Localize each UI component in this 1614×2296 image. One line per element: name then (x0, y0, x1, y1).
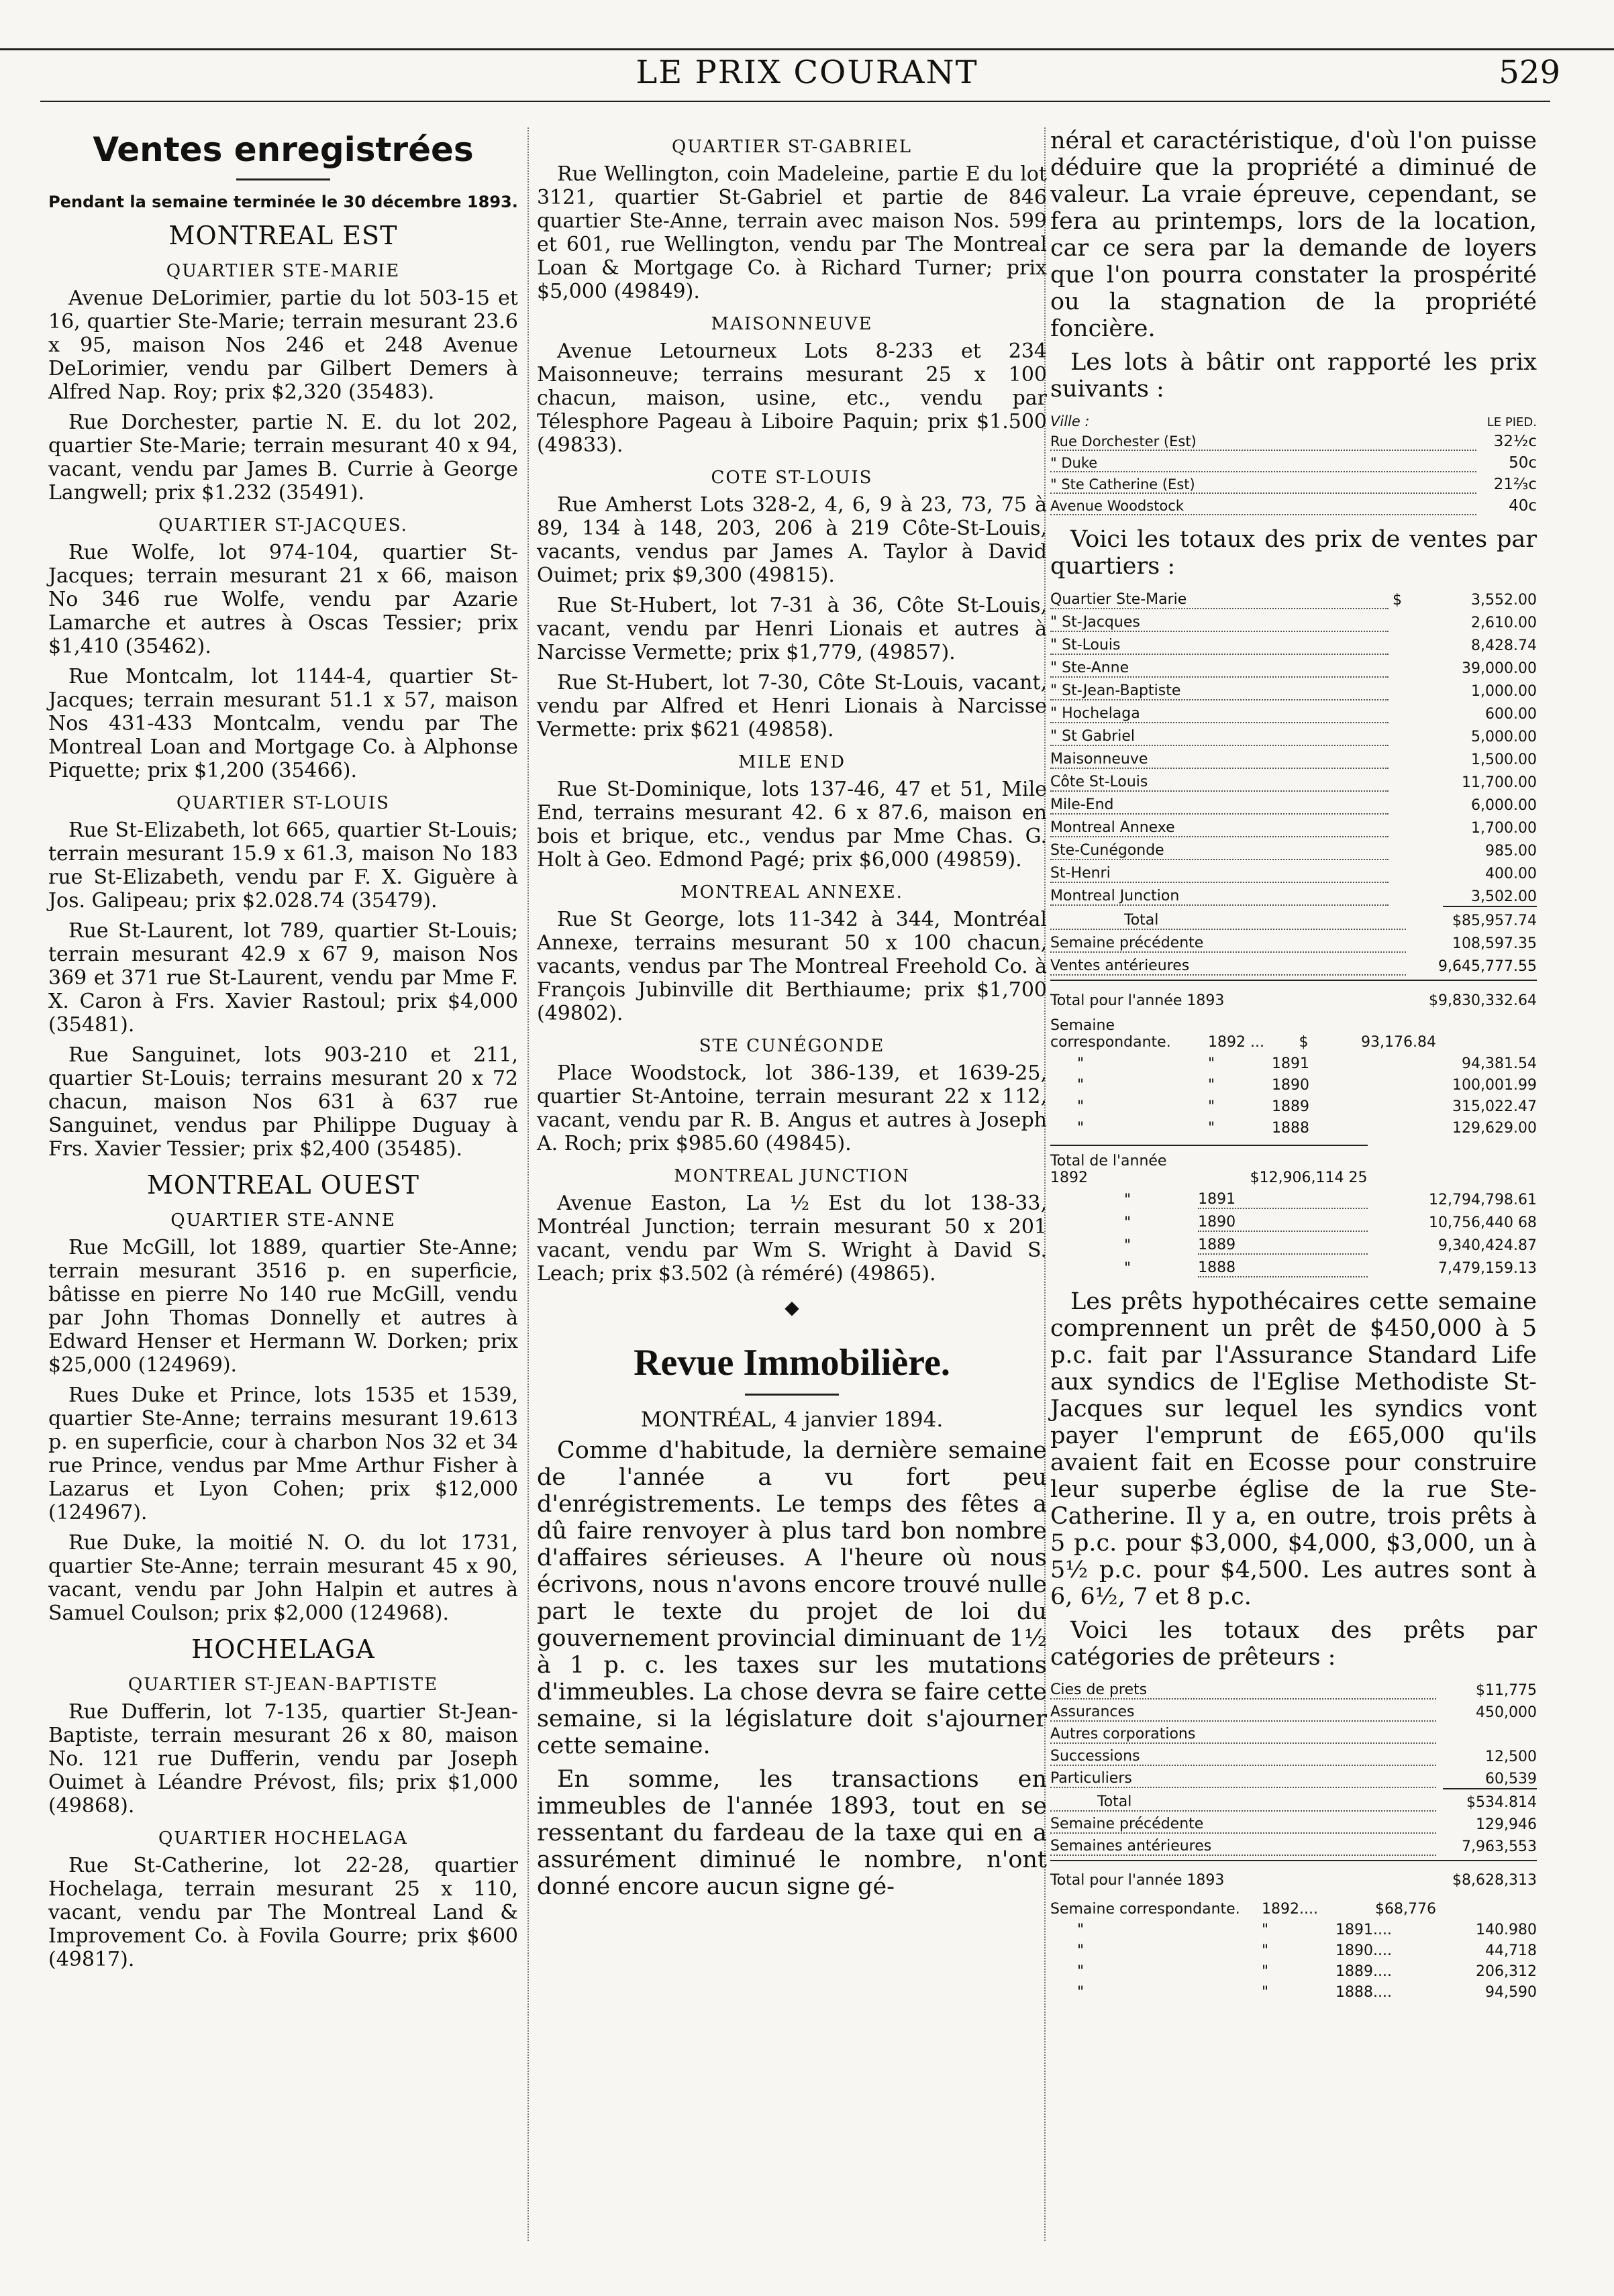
row-value: 1,500.00 (1471, 751, 1537, 768)
sale-entry: Rue Wellington, coin Madeleine, partie E du lot 3121, quartier St-Gabriel et partie de 846 quartier Ste-Anne, terrain avec maison Nos. 599 et 601, rue Wellington, vendu par The Montreal Loan & Mortgage Co. à Richard Turner; prix $5,000 (49849). (537, 162, 1047, 303)
row-currency (1335, 1072, 1436, 1094)
row-value: $9,830,332.64 (1406, 980, 1537, 1009)
ditto-mark: " (1124, 1260, 1131, 1277)
row-label: " Ste-Anne (1050, 654, 1389, 677)
dateline: MONTRÉAL, 4 janvier 1894. (640, 1408, 944, 1432)
sale-entry: Place Woodstock, lot 386-139, et 1639-25, quartier St-Antoine, terrain mesurant 22 x 112, vacant, vendu par R. B. Angus et autres à Joseph A. Roch; prix $985.60 (49845). (537, 1061, 1047, 1155)
quarter-heading: QUARTIER STE-ANNE (170, 1210, 396, 1231)
table-row (1050, 677, 1537, 700)
ditto-mark: " (1077, 1942, 1085, 1959)
loan-totals-table (1050, 1789, 1537, 1856)
row-value: $68,776 (1375, 1901, 1436, 1918)
row-value: 2,610.00 (1471, 615, 1537, 631)
ditto-mark: " (1077, 1922, 1085, 1938)
table-row (1050, 980, 1537, 1009)
article-paragraph: Voici les totaux des prix de ventes par quartiers : (1050, 526, 1537, 580)
article-paragraph: Comme d'habitude, la dernière semaine de l'année a vu fort peu d'enrégistrements. Le temps des fêtes a dû faire renvoyer à plus tard bon nombre d'affaires sérieuses. A l'heure où nous écrivons, nous n'avons encore trouvé nulle part le texte du projet de loi du gouvernement provincial diminuant de 1½ à 1 p. c. les taxes sur les mutations d'immeubles. La chose devra se faire cette semaine, si la législature doit s'ajourner cette semaine. (537, 1437, 1047, 1759)
table-row (1050, 654, 1537, 677)
row-value: 400.00 (1485, 866, 1537, 882)
row-value: 450,000 (1476, 1704, 1537, 1721)
table-row (1050, 1051, 1537, 1072)
table-row (1050, 493, 1537, 515)
ditto-mark: " (1077, 1984, 1085, 2001)
row-value: 3,502.00 (1471, 888, 1537, 905)
row-year: 1891 (1198, 1186, 1367, 1208)
sale-entry: Rue Wolfe, lot 974-104, quartier St-Jacques; terrain mesurant 21 x 66, maison No 346 rue Wolfe, vendu par Azarie Lamarche et autres à Oscas Tessier; prix $1,410 (35462). (48, 541, 518, 658)
row-label: St-Henri (1050, 859, 1389, 882)
table-header: Ville : (1050, 413, 1090, 429)
sale-entry: Avenue DeLorimier, partie du lot 503-15 et 16, quartier Ste-Marie; terrain mesurant 23.6 x 95, maison Nos 246 et 248 Avenue DeLorimier, vendu par Gilbert Demers à Alfred Nap. Roy; prix $2,320 (35483). (48, 286, 518, 404)
table-row (1050, 907, 1537, 929)
row-value: 315,022.47 (1452, 1098, 1537, 1115)
article-paragraph: Les prêts hypothécaires cette semaine comprennent un prêt de $450,000 à 5 p.c. fait par l'Assurance Standard Life aux syndics de l'Eglise Methodiste St-Jacques sur lequel les syndics vont payer l'emprunt de £65,000 qu'ils avaient fait en Ecosse pour construire leur superbe église de la rue Ste-Catherine. Il y a, en outre, trois prêts à 5 p.c. pour $3,000, $4,000, $3,000, un à 5½ p.c. pour $4,500. Les autres sont à 6, 6½, 7 et 8 p.c. (1050, 1288, 1537, 1610)
row-value: 32½c (1493, 433, 1537, 450)
row-label: " St-Jacques (1050, 609, 1389, 631)
row-label: Assurances (1050, 1699, 1436, 1721)
row-currency (1389, 631, 1406, 654)
row-label: " St-Louis (1050, 631, 1389, 654)
row-label: Semaine correspondante. (1050, 1901, 1240, 1918)
middle-column (537, 127, 1047, 1907)
row-currency (1389, 700, 1406, 723)
table-row (1050, 1208, 1537, 1231)
row-year: 1889 (1272, 1098, 1309, 1115)
ditto-mark: " (1262, 1984, 1269, 2001)
table-row (1050, 1231, 1537, 1254)
quarter-heading: QUARTIER ST-LOUIS (176, 793, 390, 813)
table-row (1050, 929, 1537, 952)
ditto-mark: " (1077, 1077, 1085, 1094)
article-paragraph: Les lots à bâtir ont rapporté les prix suivants : (1050, 349, 1537, 403)
row-label: Côte St-Louis (1050, 768, 1389, 791)
region-heading: MONTREAL OUEST (146, 1170, 420, 1200)
row-label: " Ste Catherine (Est) (1050, 472, 1476, 493)
table-row (1050, 1186, 1537, 1208)
table-row (1050, 768, 1537, 791)
ditto-mark: " (1077, 1963, 1085, 1980)
row-value (1436, 1721, 1537, 1743)
title-rule (236, 178, 330, 180)
row-value: $11,775 (1476, 1682, 1537, 1699)
row-value: 94,590 (1485, 1984, 1537, 2001)
row-value: 129,629.00 (1452, 1120, 1537, 1137)
table-row (1050, 631, 1537, 654)
quarter-heading: MONTREAL JUNCTION (674, 1166, 910, 1186)
row-currency (1389, 723, 1406, 745)
table-row (1050, 859, 1537, 882)
quarter-heading: MAISONNEUVE (711, 314, 873, 334)
row-year: 1891 (1272, 1055, 1309, 1072)
row-value: 600.00 (1485, 706, 1537, 723)
region-heading: MONTREAL EST (168, 221, 398, 250)
table-row (1050, 1918, 1537, 1938)
table-row (1050, 1938, 1537, 1959)
row-year: 1889.... (1335, 1963, 1392, 1980)
row-currency (1389, 654, 1406, 677)
row-value: $534.814 (1466, 1794, 1537, 1811)
article-paragraph: Voici les totaux des prêts par catégories de prêteurs : (1050, 1617, 1537, 1671)
ditto-mark: " (1208, 1055, 1215, 1072)
row-currency (1389, 882, 1406, 905)
row-currency (1335, 1051, 1436, 1072)
row-year: 1890.... (1335, 1942, 1392, 1959)
row-year: 1892 ... (1208, 1034, 1264, 1051)
row-label: Semaine précédente (1050, 929, 1406, 952)
row-value: 12,500 (1485, 1749, 1537, 1765)
publication-title: LE PRIX COURANT (636, 54, 978, 91)
row-value: 9,645,777.55 (1438, 958, 1537, 975)
table-row (1050, 723, 1537, 745)
row-label: Quartier Ste-Marie (1050, 586, 1389, 609)
row-value: 3,552.00 (1471, 592, 1537, 609)
row-value: $12,906,114 25 (1198, 1145, 1367, 1186)
sale-entry: Rue St-Catherine, lot 22-28, quartier Hochelaga, terrain mesurant 25 x 110, vacant, vendu par The Montreal Land & Improvement Co. à Fovila Gourre; prix $600 (49817). (48, 1854, 518, 1971)
row-value: 108,597.35 (1452, 935, 1537, 952)
sale-entry: Rue St-Hubert, lot 7-31 à 36, Côte St-Louis, vacant, vendu par Henri Lionais et autres à Narcisse Vermette; prix $1,779, (49857). (537, 594, 1047, 664)
row-year: 1892.... (1262, 1901, 1318, 1918)
row-value: 8,428.74 (1471, 637, 1537, 654)
row-year: 1890 (1198, 1208, 1367, 1231)
table-row (1050, 745, 1537, 768)
sale-entry: Rue Sanguinet, lots 903-210 et 211, quartier St-Louis; terrains mesurant 20 x 72 chacun, maison Nos 631 à 637 rue Sanguinet, vendus par Philippe Duguay à Frs. Xavier Tessier; prix $2,400 (35485). (48, 1043, 518, 1161)
loan-year-total-table (1050, 1860, 1537, 1889)
row-label: Total pour l'année 1893 (1050, 980, 1406, 1009)
row-value: 93,176.84 (1361, 1034, 1436, 1051)
table-row (1050, 1789, 1537, 1811)
row-currency: $ (1299, 1034, 1309, 1051)
row-value: 39,000.00 (1462, 660, 1537, 677)
table-row (1050, 952, 1537, 975)
row-label: Montreal Annexe (1050, 814, 1389, 837)
row-value: 60,539 (1485, 1771, 1537, 1787)
quarter-heading: MONTREAL ANNEXE. (680, 882, 903, 902)
header-rule (40, 101, 1550, 102)
sales-by-quarter-table (1050, 586, 1537, 906)
row-currency (1335, 1115, 1436, 1137)
sale-entry: Rue St-Laurent, lot 789, quartier St-Louis; terrain mesurant 42.9 x 67 9, maison Nos 369 et 371 rue St-Laurent, vendu par Mme F. X. Caron à Frs. Xavier Rastoul; prix $4,000 (35481). (48, 919, 518, 1037)
row-value: 1,000.00 (1471, 683, 1537, 700)
sale-entry: Rue Dorchester, partie N. E. du lot 202, quartier Ste-Marie; terrain mesurant 40 x 94, vacant, vendu par James B. Currie à George Langwell; prix $1.232 (35491). (48, 411, 518, 505)
row-value: 12,794,798.61 (1429, 1192, 1537, 1208)
table-row (1050, 700, 1537, 723)
row-currency (1389, 837, 1406, 859)
table-row (1050, 1721, 1537, 1743)
review-title: Revue Immobilière. (634, 1342, 950, 1384)
table-row (1050, 1959, 1537, 1980)
sale-entry: Rue St-Elizabeth, lot 665, quartier St-Louis; terrain mesurant 15.9 x 61.3, maison No 183 rue St-Elizabeth, vendu par F. X. Giguère à Jos. Galipeau; prix $2.028.74 (35479). (48, 819, 518, 912)
table-row (1050, 472, 1537, 493)
sale-entry: Rue St George, lots 11-342 à 344, Montréal Annexe, terrains mesurant 50 x 100 chacun, vacants, vendus par The Montreal Freehold Co. à François Jubinville dit Berthiaume; prix $1,700 (49802). (537, 908, 1047, 1025)
row-label: Particuliers (1050, 1765, 1436, 1787)
table-row (1050, 1765, 1537, 1787)
sale-entry: Rue Duke, la moitié N. O. du lot 1731, quartier Ste-Anne; terrain mesurant 45 x 90, vacant, vendu par John Halpin et autres à Samuel Coulson; prix $2,000 (124968). (48, 1531, 518, 1625)
sales-totals-table (1050, 907, 1537, 976)
ditto-mark: " (1208, 1120, 1215, 1137)
row-value: 7,963,553 (1462, 1838, 1537, 1855)
sale-entry: Rue Dufferin, lot 7-135, quartier St-Jean-Baptiste, terrain mesurant 26 x 80, maison No. 121 rue Dufferin, vendu par Joseph Ouimet à Léandre Prévost, fils; prix $1,000 (49868). (48, 1700, 518, 1818)
row-value: 10,756,440 68 (1429, 1214, 1537, 1231)
sale-entry: Rues Duke et Prince, lots 1535 et 1539, quartier Ste-Anne; terrains mesurant 19.613 p. en superficie, cour à charbon Nos 32 et 34 rue Prince, vendus par Mme Arthur Fisher à Lazarus et Lyon Cohen; prix $12,000 (124967). (48, 1384, 518, 1524)
row-label: Total (1050, 907, 1406, 929)
ditto-mark: " (1124, 1237, 1131, 1254)
quarter-heading: MILE END (738, 752, 846, 772)
row-value: 129,946 (1476, 1816, 1537, 1833)
row-currency (1335, 1094, 1436, 1115)
row-label: " Duke (1050, 450, 1476, 472)
table-header: LE PIED. (1486, 415, 1537, 429)
row-label: Maisonneuve (1050, 745, 1389, 768)
ditto-mark: " (1208, 1077, 1215, 1094)
row-label: Total (1050, 1789, 1436, 1811)
row-label: Montreal Junction (1050, 882, 1389, 905)
row-value: 94,381.54 (1462, 1055, 1537, 1072)
quarter-heading: QUARTIER ST-JEAN-BAPTISTE (128, 1675, 439, 1695)
article-paragraph: néral et caractéristique, d'où l'on puisse déduire que la propriété a diminué de valeur. La vraie épreuve, cependant, se fera au printemps, lors de la location, car ce sera par la demande de loyers que l'on pourra constater la prospérité ou la stagnation de la propriété foncière. (1050, 127, 1537, 342)
row-label: Mile-End (1050, 791, 1389, 814)
table-row (1050, 1833, 1537, 1855)
table-row (1050, 882, 1537, 905)
quarter-heading: QUARTIER ST-JACQUES. (158, 515, 408, 535)
table-row (1050, 1811, 1537, 1833)
table-row (1050, 837, 1537, 859)
row-currency (1389, 859, 1406, 882)
row-value: 985.00 (1485, 843, 1537, 859)
table-row (1050, 429, 1537, 450)
row-label: Semaine précédente (1050, 1811, 1436, 1833)
right-column (1050, 127, 1537, 2001)
quarter-heading: STE CUNÉGONDE (699, 1036, 885, 1056)
ditto-mark: " (1124, 1192, 1131, 1208)
year-total-table (1050, 980, 1537, 1009)
row-currency (1389, 745, 1406, 768)
row-label: Ste-Cunégonde (1050, 837, 1389, 859)
row-currency (1389, 677, 1406, 700)
article-paragraph: En somme, les transactions en immeubles de l'année 1893, tout en se ressentant du fardeau de la taxe qui en a assurément diminué le nombre, n'ont donné encore aucun signe gé- (537, 1766, 1047, 1900)
title-rule (745, 1394, 839, 1396)
table-row (1050, 1861, 1537, 1889)
row-label: Semaine correspondante. (1050, 1017, 1171, 1051)
sale-entry: Rue St-Dominique, lots 137-46, 47 et 51, Mile End, terrains mesurant 42. 6 x 87.6, maison en bois et brique, etc., vendus par Mme Chas. G. Holt à Geo. Edmond Pagé; prix $6,000 (49859). (537, 778, 1047, 872)
table-row (1050, 450, 1537, 472)
left-column (48, 127, 518, 1978)
row-label: Cies de prets (1050, 1677, 1436, 1699)
row-value: 44,718 (1485, 1942, 1537, 1959)
row-value: 5,000.00 (1471, 729, 1537, 745)
row-value: 7,479,159.13 (1438, 1260, 1537, 1277)
row-currency: $ (1393, 592, 1402, 609)
row-year: 1888.... (1335, 1984, 1392, 2001)
region-heading: HOCHELAGA (191, 1634, 375, 1664)
sale-entry: Avenue Letourneux Lots 8-233 et 234 Maisonneuve; terrains mesurant 25 x 100 chacun, maison, usine, etc., vendu par Télesphore Pageau à Liboire Paquin; prix $1.500 (49833). (537, 340, 1047, 457)
table-row (1050, 1115, 1537, 1137)
sale-entry: Rue St-Hubert, lot 7-30, Côte St-Louis, vacant, vendu par Alfred et Henri Lionais à Narcisse Vermette: prix $621 (49858). (537, 671, 1047, 741)
row-year: 1889 (1198, 1231, 1367, 1254)
row-label: " Hochelaga (1050, 700, 1389, 723)
page-header (0, 54, 1614, 94)
loan-corresponding-table (1050, 1897, 1537, 2001)
row-value: 6,000.00 (1471, 797, 1537, 814)
sale-entry: Avenue Easton, La ½ Est du lot 138-33, Montréal Junction; terrain mesurant 50 x 201 vacant, vendu par Wm S. Wright à David S. Leach; prix $3.502 (à réméré) (49865). (537, 1192, 1047, 1286)
table-row (1050, 1980, 1537, 2001)
row-label: Semaines antérieures (1050, 1833, 1436, 1855)
ditto-mark: " (1208, 1098, 1215, 1115)
row-currency (1389, 609, 1406, 631)
column-divider (527, 127, 529, 2241)
quarter-heading: QUARTIER STE-MARIE (166, 261, 401, 281)
ornament-icon: ◆ (785, 1296, 799, 1318)
week-note: Pendant la semaine terminée le 30 décembre 1893. (48, 193, 518, 211)
table-row (1050, 1699, 1537, 1721)
ditto-mark: " (1262, 1963, 1269, 1980)
ditto-mark: " (1077, 1055, 1085, 1072)
row-value: $8,628,313 (1436, 1861, 1537, 1889)
row-value: 50c (1509, 454, 1537, 472)
top-rule (0, 48, 1614, 50)
row-currency (1389, 768, 1406, 791)
table-row (1050, 791, 1537, 814)
sale-entry: Rue Montcalm, lot 1144-4, quartier St-Jacques; terrain mesurant 51.1 x 57, maison Nos 431-433 Montcalm, vendu par The Montreal Loan and Mortgage Co. à Alphonse Piquette; prix $1,200 (35466). (48, 665, 518, 782)
row-year: 1891.... (1335, 1922, 1392, 1938)
page-number: 529 (1499, 54, 1560, 91)
ditto-mark: " (1077, 1098, 1085, 1115)
table-row (1050, 1254, 1537, 1277)
row-year: 1888 (1198, 1254, 1367, 1277)
section-title: Ventes enregistrées (93, 130, 474, 169)
corresponding-week-table (1050, 1017, 1537, 1137)
row-label: Avenue Woodstock (1050, 493, 1476, 515)
row-value: 40c (1509, 497, 1537, 515)
quarter-heading: QUARTIER ST-GABRIEL (671, 137, 913, 157)
table-row (1050, 1677, 1537, 1699)
row-year: 1890 (1272, 1077, 1309, 1094)
sale-entry: Rue McGill, lot 1889, quartier Ste-Anne; terrain mesurant 3516 p. en superficie, bâtisse en pierre No 140 rue McGill, vendu par John Thomas Donnelly et autres à Edward Henser et Hermann W. Dorken; prix $25,000 (124969). (48, 1236, 518, 1377)
ditto-mark: " (1077, 1120, 1085, 1137)
row-year: 1888 (1272, 1120, 1309, 1137)
row-value: 100,001.99 (1452, 1077, 1537, 1094)
row-label: Total de l'année 1892 (1050, 1145, 1198, 1186)
yearly-totals-table (1050, 1145, 1537, 1277)
row-currency (1389, 791, 1406, 814)
sale-entry: Rue Amherst Lots 328-2, 4, 6, 9 à 23, 73, 75 à 89, 134 à 148, 203, 206 à 219 Côte-St-Louis, vacants, vendus par James A. Taylor à David Ouimet; prix $9,300 (49815). (537, 493, 1047, 587)
loans-by-lender-table (1050, 1677, 1537, 1788)
quarter-heading: QUARTIER HOCHELAGA (158, 1828, 408, 1848)
row-value: 1,700.00 (1471, 820, 1537, 837)
ditto-mark: " (1262, 1922, 1269, 1938)
row-label: Autres corporations (1050, 1721, 1436, 1743)
row-value: 11,700.00 (1462, 774, 1537, 791)
row-value: 140.980 (1476, 1922, 1537, 1938)
table-row (1050, 609, 1537, 631)
quarter-heading: COTE ST-LOUIS (711, 468, 873, 488)
row-label: Total pour l'année 1893 (1050, 1861, 1436, 1889)
lot-prices-table (1050, 409, 1537, 515)
table-row (1050, 1072, 1537, 1094)
ditto-mark: " (1262, 1942, 1269, 1959)
row-value: 21⅔c (1493, 476, 1537, 493)
row-value: 206,312 (1476, 1963, 1537, 1980)
table-row (1050, 1897, 1537, 1918)
row-label: " St-Jean-Baptiste (1050, 677, 1389, 700)
table-row (1050, 1145, 1537, 1186)
row-label: Rue Dorchester (Est) (1050, 429, 1476, 450)
table-row (1050, 1017, 1537, 1051)
ditto-mark: " (1124, 1214, 1131, 1231)
row-label: Ventes antérieures (1050, 952, 1406, 975)
table-row (1050, 814, 1537, 837)
row-label: Successions (1050, 1743, 1436, 1765)
table-row (1050, 586, 1537, 609)
row-label: " St Gabriel (1050, 723, 1389, 745)
row-value: 9,340,424.87 (1438, 1237, 1537, 1254)
table-row (1050, 1743, 1537, 1765)
row-value: $85,957.74 (1452, 912, 1537, 929)
table-row (1050, 1094, 1537, 1115)
row-currency (1389, 814, 1406, 837)
